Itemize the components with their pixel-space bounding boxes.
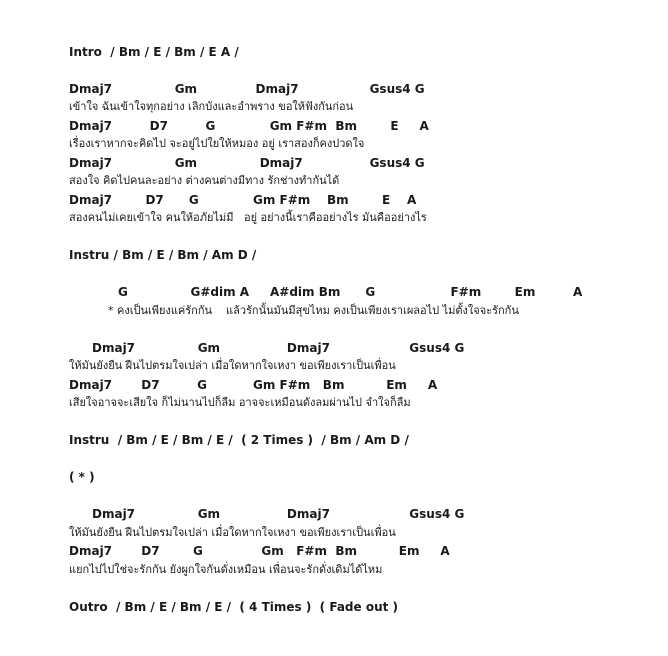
chorus1-lyrics-2: เสียใจอาจจะเสียใจ ก็ไม่นานไปก็ลืม อาจจะเหมือนดังลมผ่านไป จำใจก็ลืม — [69, 396, 411, 409]
verse1-chords-1: Dmaj7 Gm Dmaj7 Gsus4 G — [69, 82, 425, 96]
intro-line: Intro / Bm / E / Bm / E A / — [69, 45, 239, 59]
verse1-chords-2: Dmaj7 D7 G Gm F#m Bm E A — [69, 119, 429, 133]
verse1-lyrics-1: เข้าใจ ฉันเข้าใจทุกอย่าง เลิกบังและอำพราง ขอให้ฟังกันก่อน — [69, 100, 354, 113]
verse1-lyrics-4: สองคนไม่เคยเข้าใจ คนให้อภัยไม่มี อยู่ อย่างนี้เราคืออย่างไร มันคืออย่างไร — [69, 211, 427, 224]
instru-line-2: Instru / Bm / E / Bm / E / ( 2 Times ) / Bm / Am D / — [69, 433, 409, 447]
chorus1-chords-2: Dmaj7 D7 G Gm F#m Bm Em A — [69, 378, 438, 392]
verse1-lyrics-2: เรื่องเราหากจะคิดไป จะอยู่ไปใยให้หมอง อยู่ เราสองก็คงปวดใจ — [69, 137, 365, 150]
chorus2-lyrics-2: แยกไปไปใช่จะรักกัน ยังผูกใจกันดั่งเหมือน เพื่อนจะรักดั่งเดิมได้ไหม — [69, 563, 383, 576]
repeat-marker: ( * ) — [69, 470, 95, 484]
chorus2-chords-2: Dmaj7 D7 G Gm F#m Bm Em A — [69, 544, 450, 558]
chorus2-chords-1: Dmaj7 Gm Dmaj7 Gsus4 G — [92, 507, 465, 521]
instru-line-1: Instru / Bm / E / Bm / Am D / — [69, 248, 257, 262]
bridge-chords: G G#dim A A#dim Bm G F#m Em A — [118, 285, 583, 299]
verse1-lyrics-3: สองใจ คิดไปคนละอย่าง ต่างคนต่างมีทาง รักช่างทำกันได้ — [69, 174, 340, 187]
outro-line: Outro / Bm / E / Bm / E / ( 4 Times ) ( Fade out ) — [69, 600, 399, 614]
bridge-lyrics: * คงเป็นเพียงแค่รักกัน แล้วรักนั้นมันมีสุขไหม คงเป็นเพียงเราเผลอไป ไม่ตั้งใจจะรักกัน — [108, 304, 519, 317]
verse1-chords-3: Dmaj7 Gm Dmaj7 Gsus4 G — [69, 156, 425, 170]
verse1-chords-4: Dmaj7 D7 G Gm F#m Bm E A — [69, 193, 417, 207]
chorus2-lyrics-1: ให้มันยังยืน ฝืนไปตรมใจเปล่า เมื่อใดหากใจเหงา ขอเพียงเราเป็นเพื่อน — [69, 526, 396, 539]
chorus1-lyrics-1: ให้มันยังยืน ฝืนไปตรมใจเปล่า เมื่อใดหากใจเหงา ขอเพียงเราเป็นเพื่อน — [69, 359, 396, 372]
chorus1-chords-1: Dmaj7 Gm Dmaj7 Gsus4 G — [92, 341, 465, 355]
